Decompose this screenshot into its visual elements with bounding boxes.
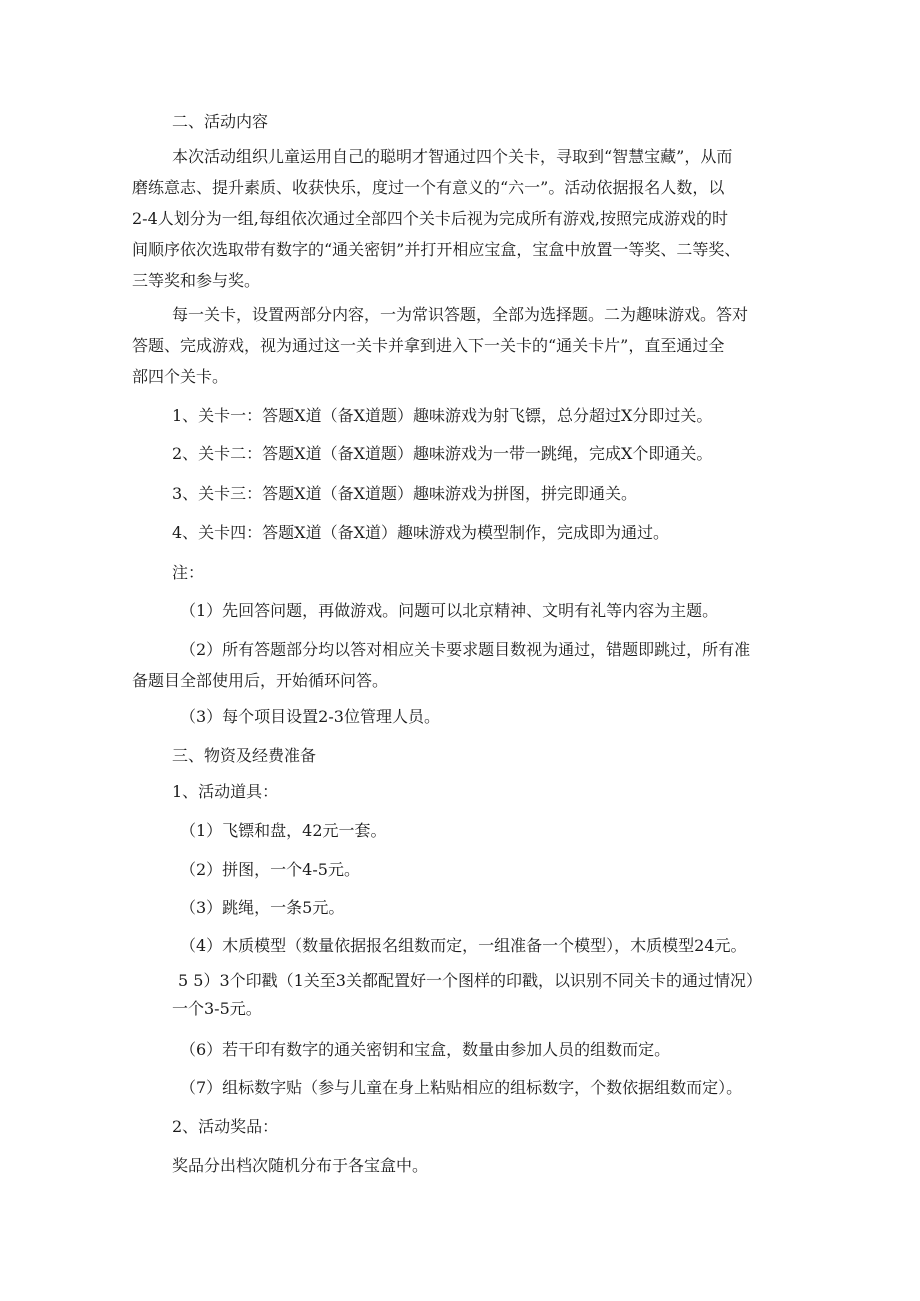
prop-item-4: （4）木质模型（数量依据报名组数而定，一组准备一个模型），木质模型24元。 bbox=[180, 936, 747, 955]
prop-item-7: （7）组标数字贴（参与儿童在身上粘贴相应的组标数字，个数依据组数而定）。 bbox=[180, 1078, 743, 1097]
level-3-item: 3、关卡三：答题X道（备X道题）趣味游戏为拼图，拼完即通关。 bbox=[172, 484, 637, 503]
paragraph-line: 磨练意志、提升素质、收获快乐，度过一个有意义的“六一”。活动依据报名人数，以 bbox=[132, 178, 725, 197]
paragraph-line: 本次活动组织儿童运用自己的聪明才智通过四个关卡，寻取到“智慧宝藏”，从而 bbox=[172, 147, 733, 166]
paragraph-line: 答题、完成游戏，视为通过这一关卡并拿到进入下一关卡的“通关卡片”，直至通过全 bbox=[132, 336, 725, 355]
props-heading: 1、活动道具： bbox=[172, 782, 279, 801]
prizes-heading: 2、活动奖品： bbox=[172, 1117, 279, 1136]
prop-item-2: （2）拼图，一个4-5元。 bbox=[180, 860, 360, 879]
paragraph-line: 备题目全部使用后，开始循环问答。 bbox=[132, 671, 389, 690]
prizes-text: 奖品分出档次随机分布于各宝盒中。 bbox=[172, 1156, 429, 1175]
paragraph-overview bbox=[132, 141, 790, 296]
paragraph-line: 三等奖和参与奖。 bbox=[132, 271, 261, 290]
prop-item-6: （6）若干印有数字的通关密钥和宝盒，数量由参加人员的组数而定。 bbox=[180, 1040, 671, 1059]
paragraph-line: （2）所有答题部分均以答对相应关卡要求题目数视为通过，错题即跳过，所有准 bbox=[180, 640, 751, 659]
paragraph-line: 间顺序依次选取带有数字的“通关密钥”并打开相应宝盒，宝盒中放置一等奖、二等奖、 bbox=[132, 240, 741, 259]
level-1-item: 1、关卡一：答题X道（备X道题）趣味游戏为射飞镖，总分超过X分即过关。 bbox=[172, 406, 713, 425]
section-heading-activity-content: 二、活动内容 bbox=[172, 112, 269, 131]
prop-item-5-line-2: 一个3-5元。 bbox=[172, 999, 262, 1018]
level-2-item: 2、关卡二：答题X道（备X道题）趣味游戏为一带一跳绳，完成X个即通关。 bbox=[172, 444, 713, 463]
note-1: （1）先回答问题，再做游戏。问题可以北京精神、文明有礼等内容为主题。 bbox=[180, 601, 719, 620]
paragraph-level-setup bbox=[132, 299, 790, 392]
note-label: 注： bbox=[172, 563, 205, 582]
paragraph-line: 部四个关卡。 bbox=[132, 367, 229, 386]
note-3: （3）每个项目设置2-3位管理人员。 bbox=[180, 707, 440, 726]
paragraph-line: 2-4人划分为一组,每组依次通过全部四个关卡后视为完成所有游戏,按照完成游戏的时 bbox=[132, 209, 728, 228]
prop-item-5-line-1: 5 5）3个印戳（1关至3关都配置好一个图样的印戳，以识别不同关卡的通过情况） bbox=[178, 971, 762, 990]
note-2 bbox=[132, 634, 790, 696]
level-4-item: 4、关卡四：答题X道（备X道）趣味游戏为模型制作，完成即为通过。 bbox=[172, 523, 669, 542]
prop-item-3: （3）跳绳，一条5元。 bbox=[180, 898, 345, 917]
prop-item-1: （1）飞镖和盘，42元一套。 bbox=[180, 821, 387, 840]
section-heading-materials: 三、物资及经费准备 bbox=[172, 746, 317, 765]
paragraph-line: 每一关卡，设置两部分内容，一为常识答题，全部为选择题。二为趣味游戏。答对 bbox=[172, 305, 749, 324]
